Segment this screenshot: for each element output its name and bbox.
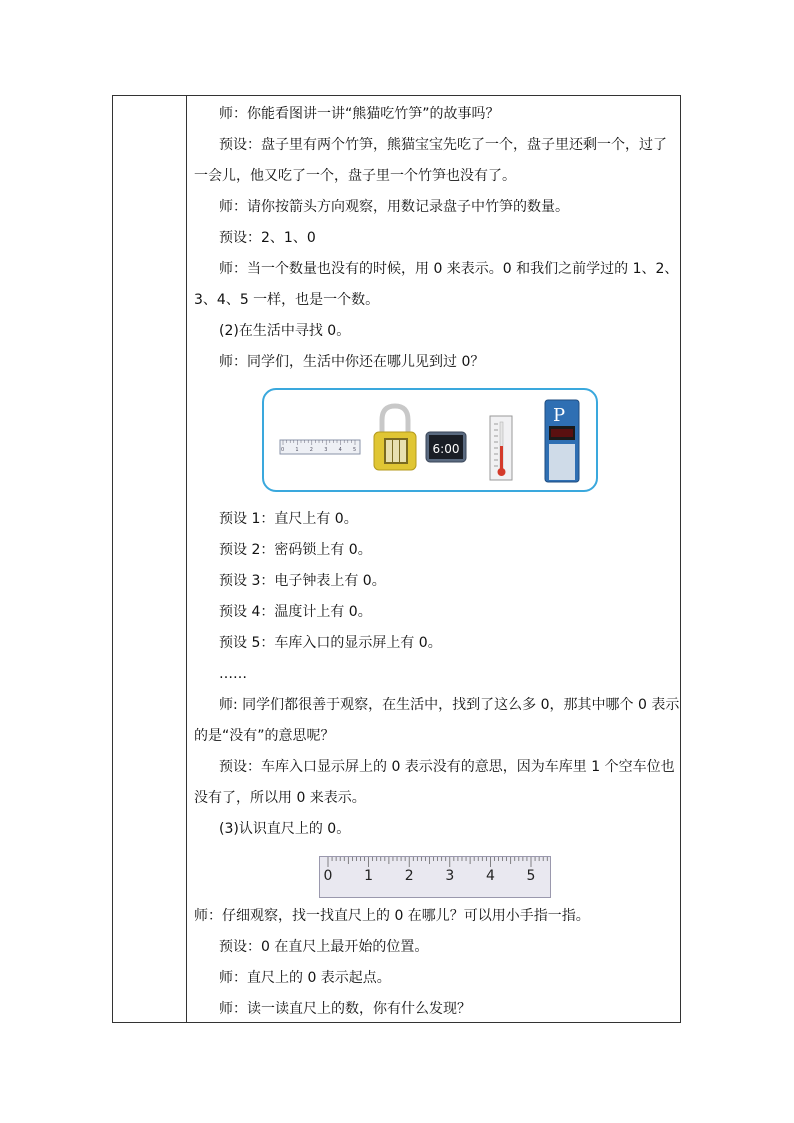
text-line: 师：直尺上的 0 表示起点。 bbox=[219, 970, 391, 986]
ruler-tick-label: 2 bbox=[309, 447, 313, 453]
text-line: 预设 4：温度计上有 0。 bbox=[219, 604, 372, 620]
ruler-number: 2 bbox=[404, 868, 414, 884]
text-line: 预设 2：密码锁上有 0。 bbox=[219, 542, 372, 558]
text-line: (2)在生活中寻找 0。 bbox=[219, 323, 351, 339]
text-line: 没有了，所以用 0 来表示。 bbox=[194, 790, 366, 806]
ruler-tick-label: 3 bbox=[324, 447, 328, 453]
ruler-number: 4 bbox=[485, 868, 495, 884]
text-line: 3、4、5 一样，也是一个数。 bbox=[194, 292, 380, 308]
ruler-tick-label: 0 bbox=[281, 447, 285, 453]
text-line: 师：请你按箭头方向观察，用数记录盘子中竹笋的数量。 bbox=[219, 199, 569, 215]
column-divider bbox=[186, 96, 187, 1022]
text-line: 师：你能看图讲一讲“熊猫吃竹笋”的故事吗？ bbox=[219, 106, 500, 122]
ruler-number: 3 bbox=[445, 868, 455, 884]
text-line: 预设 5：车库入口的显示屏上有 0。 bbox=[219, 635, 442, 651]
lesson-table bbox=[112, 95, 681, 1023]
ruler-tick-label: 1 bbox=[295, 447, 299, 453]
text-line: 师：同学们，生活中你还在哪儿见到过 0？ bbox=[219, 354, 485, 370]
zero-objects-figure bbox=[262, 388, 598, 492]
text-line: 师：当一个数量也没有的时候，用 0 来表示。0 和我们之前学过的 1、2、 bbox=[219, 261, 679, 277]
ruler-figure bbox=[319, 856, 551, 898]
parking-sign-icon bbox=[545, 400, 579, 482]
text-line: 预设：0 在直尺上最开始的位置。 bbox=[219, 939, 429, 955]
text-line: 师: 同学们都很善于观察，在生活中，找到了这么多 0，那其中哪个 0 表示 bbox=[219, 697, 680, 713]
ruler-number: 5 bbox=[526, 868, 536, 884]
ruler-number: 0 bbox=[323, 868, 333, 884]
text-line: 师：仔细观察，找一找直尺上的 0 在哪儿？可以用小手指一指。 bbox=[194, 908, 590, 924]
thermometer-icon bbox=[490, 416, 512, 480]
svg-text:P: P bbox=[553, 405, 566, 426]
ruler-tick-label: 4 bbox=[338, 447, 342, 453]
digital-clock-icon bbox=[426, 432, 466, 462]
text-line: 预设：盘子里有两个竹笋，熊猫宝宝先吃了一个，盘子里还剩一个，过了 bbox=[219, 137, 667, 153]
text-line: 的是“没有”的意思呢？ bbox=[194, 728, 335, 744]
text-line: 预设：车库入口显示屏上的 0 表示没有的意思，因为车库里 1 个空车位也 bbox=[219, 759, 675, 775]
zero-objects-illustration bbox=[264, 390, 595, 489]
ruler-number: 1 bbox=[364, 868, 374, 884]
text-line: (3)认识直尺上的 0。 bbox=[219, 821, 351, 837]
text-line: …… bbox=[219, 666, 247, 682]
text-line: 预设 3：电子钟表上有 0。 bbox=[219, 573, 386, 589]
ruler-tick-label: 5 bbox=[353, 447, 357, 453]
text-line: 预设 1：直尺上有 0。 bbox=[219, 511, 358, 527]
text-line: 师：读一读直尺上的数，你有什么发现？ bbox=[219, 1001, 471, 1017]
svg-text:6:00: 6:00 bbox=[432, 442, 460, 456]
text-line: 预设：2、1、0 bbox=[219, 230, 316, 246]
combination-lock-icon bbox=[374, 406, 416, 470]
ruler-illustration bbox=[319, 856, 551, 898]
text-line: 一会儿，他又吃了一个，盘子里一个竹笋也没有了。 bbox=[194, 168, 516, 184]
ruler-icon bbox=[280, 440, 360, 454]
